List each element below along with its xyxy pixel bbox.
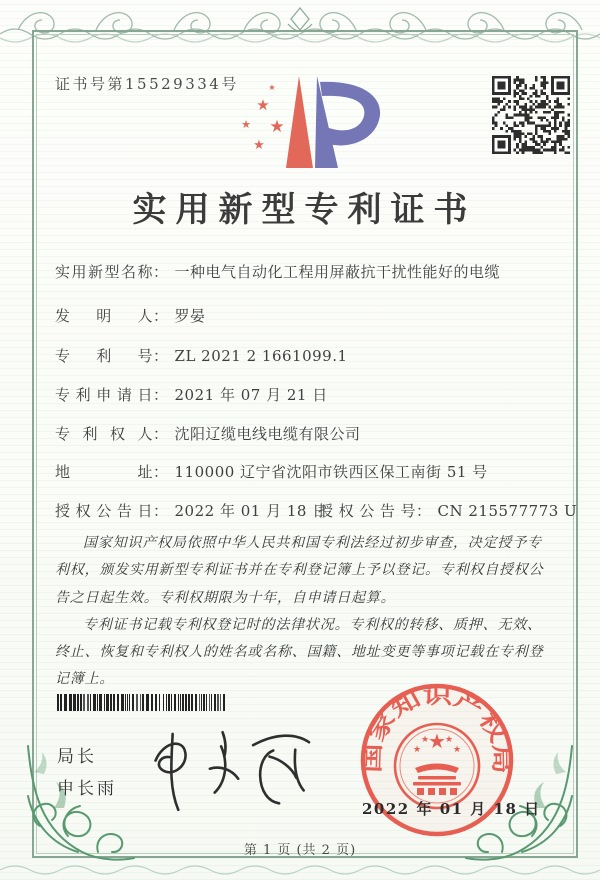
seal-ring-text: 国家知识产权局 [359, 683, 515, 774]
svg-text:★: ★ [444, 735, 454, 745]
page-footer: 第 1 页 (共 2 页) [243, 843, 357, 858]
barcode [57, 694, 227, 711]
legal-text-block [55, 530, 547, 694]
svg-text:★: ★ [420, 735, 430, 745]
svg-text:★: ★ [428, 729, 446, 753]
svg-text:★: ★ [253, 138, 265, 153]
signer-title: 局长 [57, 747, 97, 767]
certificate-number: 证书号第15529334号 [55, 75, 239, 93]
field-label: 专利申请日 [55, 386, 153, 404]
field-inventor: 发明人： 罗晏 [55, 307, 206, 325]
logo-p-bowl [320, 82, 380, 146]
field-value: 罗晏 [174, 307, 206, 325]
svg-text:★: ★ [452, 745, 462, 755]
field-value: 沈阳辽缆电线电缆有限公司 [174, 425, 361, 443]
field-value: 2021 年 07 月 21 日 [174, 386, 328, 404]
field-value: 一种电气自动化工程用屏蔽抗干扰性能好的电缆 [174, 263, 501, 281]
signer-name: 申长雨 [57, 779, 117, 799]
legal-paragraph-2: 专利证书记载专利权登记时的法律状况。专利权的转移、质押、无效、终止、恢复和专利权人的姓名或名称、国籍、地址变更等事项记载在专利登记簿上。 [55, 616, 544, 688]
field-grant-number: 授权公告号： CN 215577773 U [318, 502, 578, 520]
qr-code-icon [492, 76, 570, 154]
svg-text:★: ★ [269, 117, 285, 137]
cnipa-logo [225, 70, 390, 178]
certificate-title: 实用新型专利证书 [132, 190, 477, 230]
field-value: 2022 年 01 月 18 日 [174, 502, 328, 520]
field-value: 110000 辽宁省沈阳市铁西区保工南街 51 号 [174, 463, 488, 481]
field-label: 地址 [55, 463, 153, 481]
field-patentee: 专利权人： 沈阳辽缆电线电缆有限公司 [55, 425, 361, 443]
field-value: ZL 2021 2 1661099.1 [174, 347, 348, 365]
svg-text:★: ★ [256, 96, 270, 114]
field-grant-date: 授权公告日： 2022 年 01 月 18 日 [55, 502, 328, 520]
field-address: 地址： 110000 辽宁省沈阳市铁西区保工南街 51 号 [55, 463, 488, 481]
field-grant-row [55, 500, 578, 521]
field-label: 专利号 [55, 347, 153, 365]
logo-red-wedge [286, 76, 313, 168]
svg-text:★: ★ [268, 83, 276, 92]
field-label: 授权公告号 [318, 502, 416, 520]
field-patent-number: 专利号： ZL 2021 2 1661099.1 [55, 347, 348, 365]
field-label: 专利权人 [55, 425, 153, 443]
seal-date: 2022 年 01 月 18 日 [362, 800, 541, 818]
field-utility-model-name: 实用新型名称： 一种电气自动化工程用屏蔽抗干扰性能好的电缆 [55, 263, 501, 281]
field-label: 发明人 [55, 307, 153, 325]
handwritten-signature [130, 722, 330, 822]
legal-paragraph-1: 国家知识产权局依照中华人民共和国专利法经过初步审查，决定授予专利权，颁发实用新型专利证书并在专利登记簿上予以登记。专利权自授权公告之日起生效。专利权期限为十年，自申请日起算。 [55, 535, 544, 606]
svg-text:★: ★ [412, 745, 422, 755]
field-label: 实用新型名称 [55, 263, 153, 281]
svg-text:★: ★ [241, 118, 251, 131]
field-value: CN 215577773 U [437, 502, 578, 520]
field-filing-date: 专利申请日： 2021 年 07 月 21 日 [55, 386, 328, 404]
field-label: 授权公告日 [55, 502, 153, 520]
logo-stars [241, 83, 285, 153]
